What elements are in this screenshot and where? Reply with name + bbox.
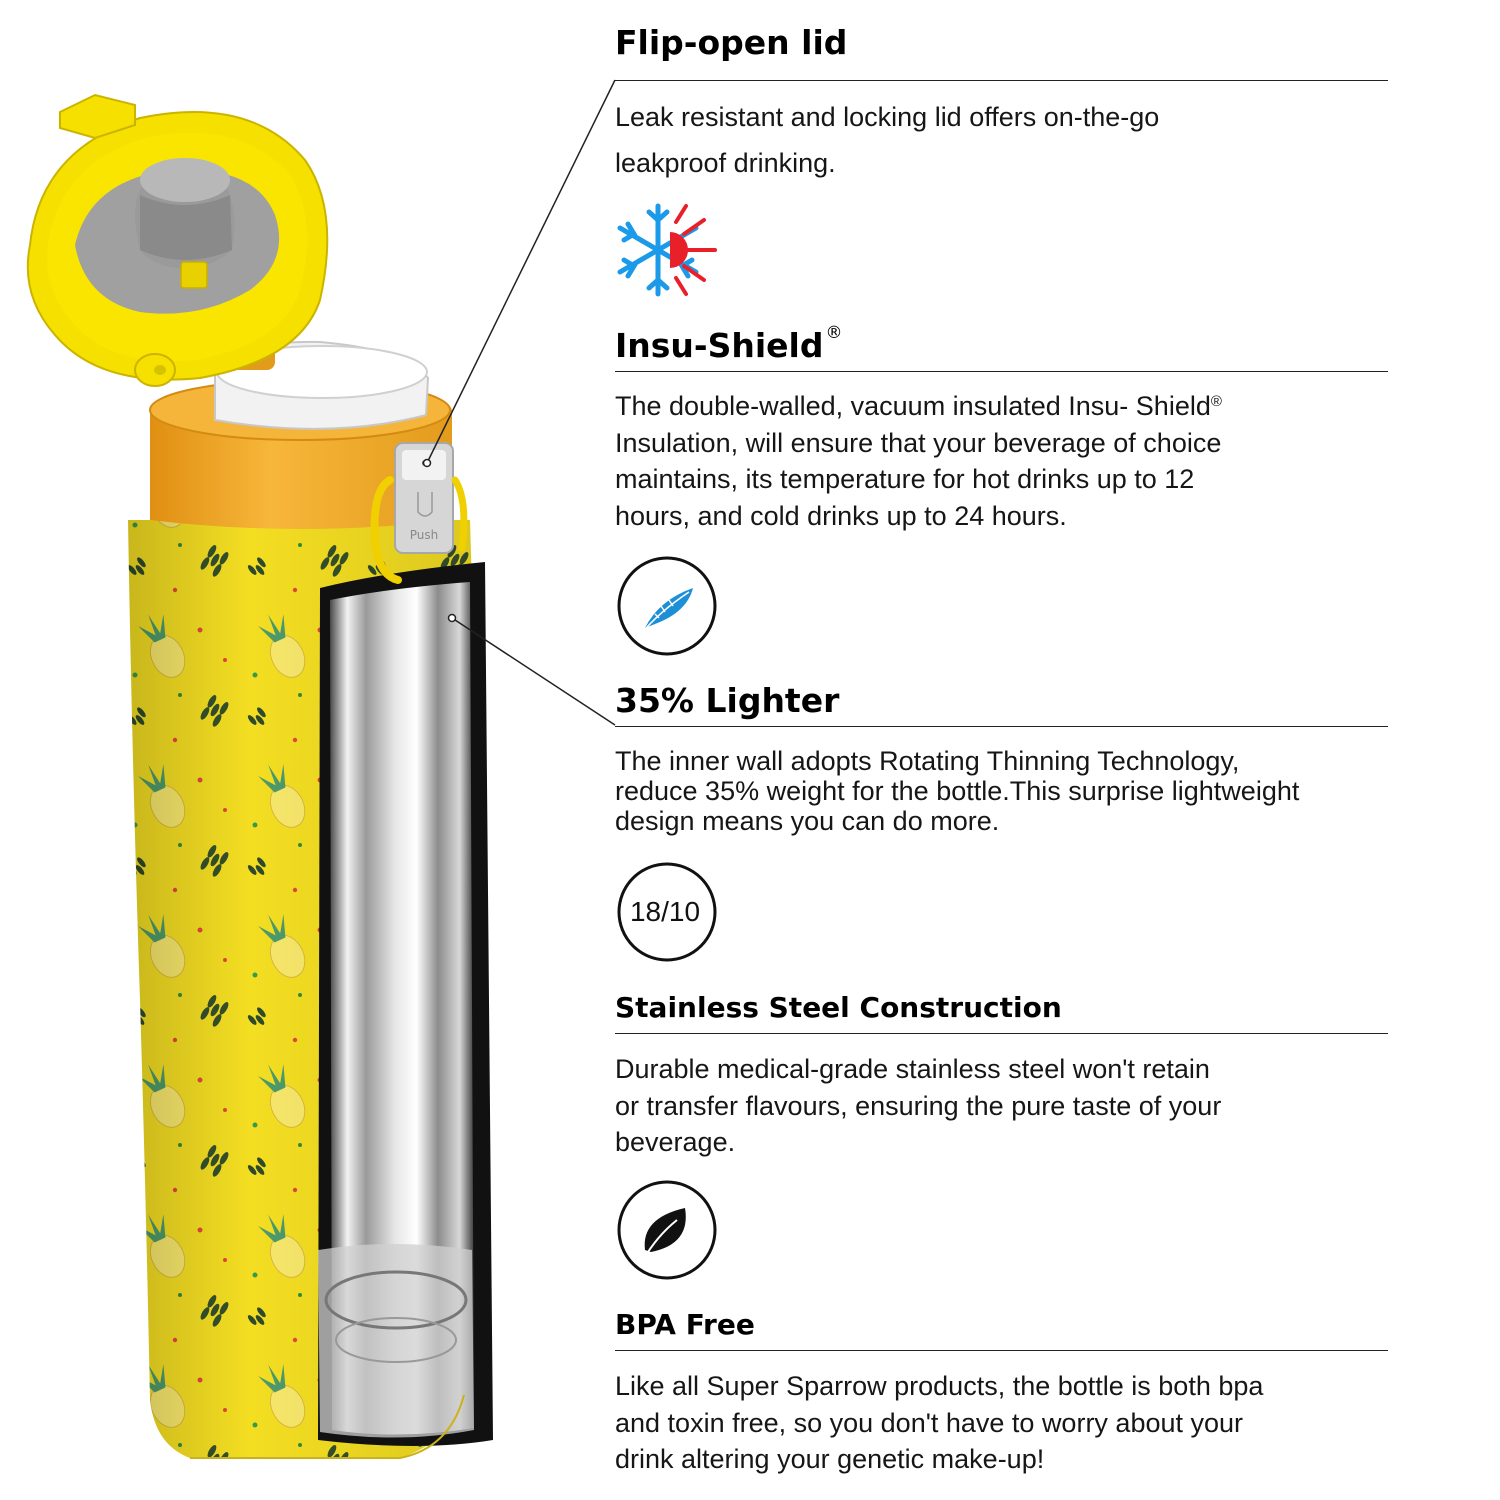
insu-shield-line-1 — [615, 388, 1222, 425]
insu-shield-title — [615, 323, 843, 365]
stainless-title: Stainless Steel Construction — [615, 991, 1062, 1024]
lighter-title: 35% Lighter — [615, 681, 840, 720]
insu-shield-line-1-text: The double-walled, vacuum insulated Insu- Shield — [615, 391, 1211, 421]
stainless-line-1: Durable medical-grade stainless steel won't retain — [615, 1054, 1210, 1084]
leaf-icon — [615, 1178, 719, 1282]
bpa-free-description — [615, 1368, 1263, 1478]
flip-lid-description — [615, 94, 1159, 186]
bpa-free-line-2: and toxin free, so you don't have to worry about your — [615, 1407, 1244, 1438]
insu-shield-title-text: Insu-Shield — [615, 326, 824, 365]
bpa-free-line-3: drink altering your genetic make-up! — [615, 1444, 1045, 1474]
insu-shield-rule — [615, 371, 1388, 372]
feather-icon — [615, 554, 719, 658]
lighter-rule — [615, 726, 1388, 727]
stainless-description — [615, 1051, 1221, 1161]
flip-lid-line-2: leakproof drinking. — [615, 148, 836, 178]
push-label: Push — [409, 528, 439, 542]
bpa-free-line-1: Like all Super Sparrow products, the bottle is both bpa — [615, 1371, 1264, 1401]
lighter-description — [615, 746, 1299, 836]
insu-shield-line-1-mark: ® — [1210, 393, 1222, 410]
lighter-line-3: design means you can do more. — [615, 806, 1000, 836]
flip-lid-title: Flip-open lid — [615, 23, 848, 62]
insu-shield-line-3: maintains, its temperature for hot drinks up to 12 — [615, 464, 1195, 494]
stainless-line-2: or transfer flavours, ensuring the pure taste of your — [615, 1090, 1222, 1121]
insu-shield-title-mark: ® — [825, 323, 843, 343]
steel-grade-badge-text: 18/10 — [629, 896, 701, 927]
flip-lid-line-1: Leak resistant and locking lid offers on-the-go — [615, 102, 1160, 132]
bpa-free-rule — [615, 1350, 1388, 1351]
lighter-line-2: reduce 35% weight for the bottle.This surprise lightweight — [615, 776, 1300, 806]
lighter-line-1: The inner wall adopts Rotating Thinning Technology, — [615, 746, 1240, 776]
bpa-free-title: BPA Free — [615, 1308, 755, 1341]
insu-shield-line-2: Insulation, will ensure that your beverage of choice — [615, 427, 1222, 458]
insu-shield-line-4: hours, and cold drinks up to 24 hours. — [615, 500, 1067, 531]
insu-shield-description — [615, 388, 1222, 534]
stainless-line-3: beverage. — [615, 1127, 736, 1157]
stainless-rule — [615, 1033, 1388, 1034]
flip-lid-rule — [615, 80, 1388, 81]
hot-cold-icon — [612, 200, 722, 300]
